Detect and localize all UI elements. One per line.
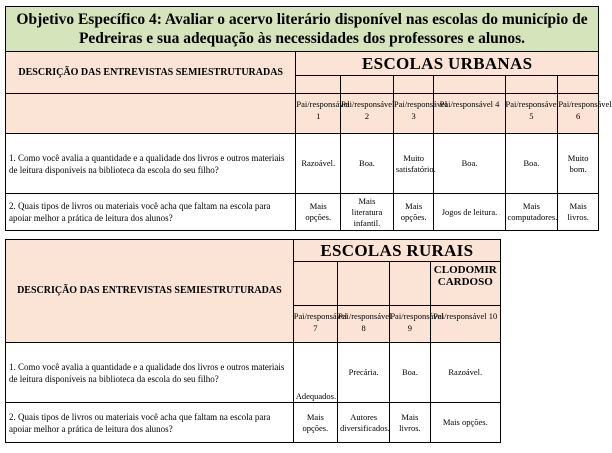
rural-answer: Adequados. [293, 343, 337, 403]
urban-column-header: Pai/responsável 2 [341, 94, 394, 134]
urban-answer: Mais opções. [393, 194, 434, 231]
urban-section-title: ESCOLAS URBANAS [296, 52, 599, 76]
urban-answer: Muito bom. [558, 134, 599, 194]
urban-column-header: Pai/responsável 3 [393, 94, 434, 134]
urban-answer: Jogos de leitura. [434, 194, 505, 231]
rural-column-header: Pai/responsável 7 [293, 306, 337, 343]
rural-answer: Mais opções. [293, 403, 337, 443]
urban-answer: Razoável. [296, 134, 341, 194]
urban-answer: Boa. [505, 134, 558, 194]
urban-column-header: Pai/responsável 4 [434, 94, 505, 134]
urban-spacer-cell [296, 76, 341, 94]
rural-section-title: ESCOLAS RURAIS [293, 240, 500, 262]
rural-column-header: Pai/responsável 10 [430, 306, 500, 343]
urban-answer: Muito satisfatório. [393, 134, 434, 194]
urban-spacer-cell [505, 76, 558, 94]
urban-answer: Boa. [341, 134, 394, 194]
urban-column-header: Pai/responsável 6 [558, 94, 599, 134]
rural-column-header: Pai/responsável 9 [390, 306, 430, 343]
table-row [6, 134, 599, 194]
objective-title: Objetivo Específico 4: Avaliar o acervo literário disponível nas escolas do município de Pedreiras e sua adequação às necessidades dos professores e alunos. [6, 7, 599, 52]
rural-schools-table [5, 239, 501, 443]
rural-answer: Autores diversificados. [338, 403, 390, 443]
urban-spacer-cell [341, 76, 394, 94]
urban-description-header: DESCRIÇÃO DAS ENTREVISTAS SEMIESTRUTURADAS [6, 52, 296, 94]
urban-spacer-cell [558, 76, 599, 94]
rural-column-header: Pai/responsável 8 [338, 306, 390, 343]
rural-answer: Mais livros. [390, 403, 430, 443]
rural-answer: Precária. [338, 343, 390, 403]
rural-question-2: 2. Quais tipos de livros ou materiais você acha que faltam na escola para apoiar melhor a prática de leitura dos alunos? [6, 403, 294, 443]
urban-spacer-cell [434, 76, 505, 94]
urban-blank-cell [6, 94, 296, 134]
rural-answer: Boa. [390, 343, 430, 403]
urban-answer: Mais opções. [296, 194, 341, 231]
rural-school-name: CLODOMIR CARDOSO [430, 262, 500, 306]
urban-spacer-cell [393, 76, 434, 94]
table-row [6, 194, 599, 231]
rural-spacer-cell [338, 262, 390, 306]
urban-schools-table [5, 6, 612, 231]
urban-column-header: Pai/responsável 5 [505, 94, 558, 134]
urban-answer: Mais computadores. [505, 194, 558, 231]
table-row [6, 403, 501, 443]
rural-answer: Mais opções. [430, 403, 500, 443]
table-row [6, 343, 501, 403]
urban-answer: Boa. [434, 134, 505, 194]
urban-question-1: 1. Como você avalia a quantidade e a qualidade dos livros e outros materiais de leitura disponíveis na biblioteca da escola do seu filho? [6, 134, 296, 194]
urban-answer: Mais literatura infantil. [341, 194, 394, 231]
rural-description-header: DESCRIÇÃO DAS ENTREVISTAS SEMIESTRUTURADAS [6, 240, 294, 343]
rural-answer: Razoável. [430, 343, 500, 403]
rural-spacer-cell [390, 262, 430, 306]
urban-question-2: 2. Quais tipos de livros ou materiais você acha que faltam na escola para apoiar melhor a prática de leitura dos alunos? [6, 194, 296, 231]
urban-answer: Mais livros. [558, 194, 599, 231]
rural-spacer-cell [293, 262, 337, 306]
urban-column-header: Pai/responsável 1 [296, 94, 341, 134]
rural-question-1: 1. Como você avalia a quantidade e a qualidade dos livros e outros materiais de leitura disponíveis na biblioteca da escola do seu filho? [6, 343, 294, 403]
